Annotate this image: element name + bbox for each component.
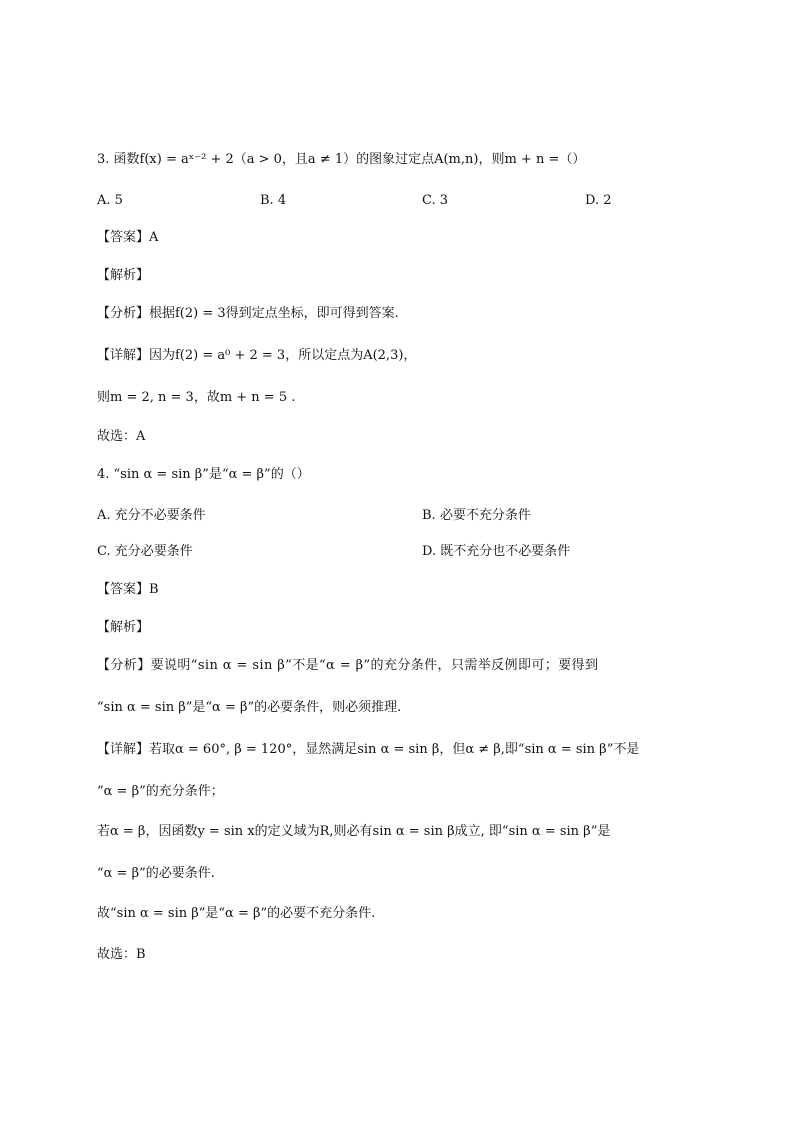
- q4-choice: 故选：B: [97, 947, 146, 962]
- q3-answer: 【答案】A: [97, 230, 159, 245]
- q3-detail-line-2: 则m = 2, n = 3，故m + n = 5 .: [97, 390, 296, 405]
- q4-analysis-line-1: 【分析】要说明“sin α = sin β”不是“α = β”的充分条件，只需举反例即可；要得到: [97, 658, 599, 673]
- q3-analysis-heading: 【解析】: [97, 268, 150, 283]
- q4-option-c: C. 充分必要条件: [97, 544, 193, 559]
- q4-conclusion: 故“sin α = sin β”是“α = β”的必要不充分条件.: [97, 906, 376, 921]
- q4-detail-line-3: 若α = β，因函数y = sin x的定义域为R,则必有sin α = sin β成立, 即“sin α = sin β”是: [97, 824, 611, 839]
- q3-option-a: A. 5: [97, 193, 123, 208]
- q4-analysis-line-2: “sin α = sin β”是“α = β”的必要条件，则必须推理.: [97, 700, 402, 715]
- q3-analysis-text: 【分析】根据f(2) = 3得到定点坐标，即可得到答案.: [97, 306, 399, 321]
- q3-detail-line-1: 【详解】因为f(2) = a⁰ + 2 = 3，所以定点为A(2,3)，: [97, 348, 417, 363]
- q4-option-b: B. 必要不充分条件: [422, 508, 531, 523]
- q4-option-a: A. 充分不必要条件: [97, 508, 206, 523]
- q4-detail-line-2: “α = β”的充分条件；: [97, 784, 224, 799]
- q3-choice: 故选：A: [97, 429, 146, 444]
- q4-answer: 【答案】B: [97, 582, 159, 597]
- q3-option-d: D. 2: [585, 193, 612, 208]
- q3-option-b: B. 4: [260, 193, 287, 208]
- q3-stem: 3. 函数f(x) = aˣ⁻² + 2（a > 0，且a ≠ 1）的图象过定点A(m,n)，则m + n =（）: [97, 152, 586, 167]
- q3-option-c: C. 3: [422, 193, 449, 208]
- q4-detail-line-1: 【详解】若取α = 60°, β = 120°，显然满足sin α = sin β，但α ≠ β,即“sin α = sin β”不是: [97, 742, 640, 757]
- q4-detail-line-4: “α = β”的必要条件.: [97, 866, 215, 881]
- q4-option-d: D. 既不充分也不必要条件: [422, 544, 571, 559]
- q4-analysis-heading: 【解析】: [97, 620, 150, 635]
- q4-stem: 4. “sin α = sin β”是“α = β”的（）: [97, 467, 310, 482]
